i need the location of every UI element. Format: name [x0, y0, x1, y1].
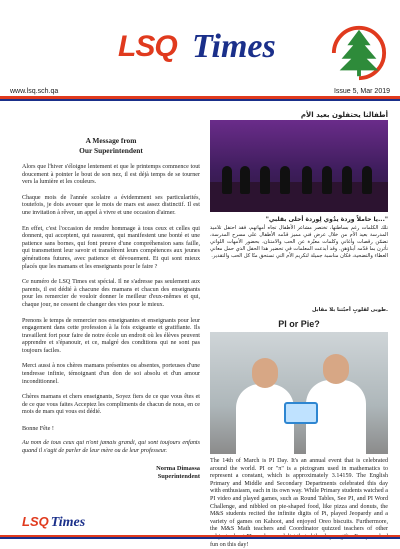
performer-figure	[302, 166, 312, 194]
logo-lsq-text: LSQ	[118, 30, 177, 63]
pi-article-title: PI or Pie?	[278, 319, 320, 329]
bonne-fete-text: Bonne Fête !	[22, 425, 54, 433]
signature	[22, 465, 200, 481]
footer-logo-times: Times	[50, 515, 86, 530]
message-title-line2: Our Superintendent	[79, 146, 143, 155]
message-paragraph: Ce numéro de LSQ Times est spécial. Il ne s'adresse pas seulement aux parents, il est dédié à chacune des mamans et chacun des enseignants pour les remercier de vouloir donner le meilleur d'eux-mêmes et qui, chaque jour, ne cessent de changer des vies pour le mieux.	[22, 279, 200, 308]
message-paragraph: Chères mamans et chers enseignants, Soyez fiers de ce que vous êtes et de ce que vous faites Acceptez les compliments de chacun de nous, en ce mois de mars qui vous est dédié.	[22, 394, 201, 416]
performer-figure	[260, 166, 270, 194]
message-paragraph: Merci aussi à nos chères mamans présentes ou absentes, porteuses d'une tendresse infinie, témoignant d'un don de soi absolu et d'un amour inconditionnel.	[22, 363, 200, 385]
performer-figure	[280, 166, 290, 194]
performer-figure	[322, 166, 332, 194]
articles-column	[210, 108, 388, 548]
pi-plate	[284, 402, 318, 424]
performer-figure	[240, 166, 250, 194]
message-paragraph: Chaque mois de l'année scolaire a évidemment ses particularités, toutefois, je dois avouer que le mois de mars est assez distinctif. Il est une invitation à rêver, un appel à vivre et une occasion d'aimer.	[22, 194, 200, 216]
message-paragraph: Alors que l'hiver s'éloigne lentement et que le printemps commence tout doucement à pointer le bout de son nez, il est déjà temps de se tourner vers la lumière et les couleurs.	[22, 164, 200, 186]
masthead-logo	[118, 28, 318, 78]
masthead-rule-navy	[0, 99, 400, 101]
arabic-article-closing: طوبى لقلوبٍ أحبّتنا بلا مقابل.	[312, 307, 388, 313]
pi-article-body: The 14th of March is PI Day. It's an annual event that is celebrated around the world. PI or "π" is a pictogram used in mathematics to represent a constant, which is approximately 3.14159. The English Primary and Middle and Secondary Departments celebrated this day with enthusiasm, each in its own way. While Primary students watched a PI video and played games, such as Round Tables, See PI, and PI Word Challenge, and nibbled on pie-shaped food, like pizza and donuts, the M&S students recited the infinite digits of Pi, played Jeopardy and a variety of games on Kahoot, and enjoyed Oreo biscuits. Furthermore, the M&S Math teachers and Coordinator quizzed teachers of other fun on this day!	[210, 458, 388, 548]
issue-label: Issue 5, Mar 2019	[333, 88, 390, 95]
performer-figure	[342, 166, 352, 194]
message-paragraph: Prenons le temps de remercier nos enseignantes et enseignants pour leur engagement dans cette profession à la fois exigeante et gratifiante. Ils travaillent fort pour faire de notre école un endroit où les élèves peuvent apprendre et s'épanouir, et ce, malgré des conditions qui ne sont pas toujours faciles.	[22, 317, 200, 354]
arabic-article-subtitle: "يا حاملاً وردة يدُوي لِوردة أحلى بقلبي..."	[265, 216, 388, 223]
signature-name: Norma Dimassa	[156, 465, 200, 473]
arabic-article-title: أطفالنا يحتفلون بعيد الأم	[300, 111, 388, 119]
footer	[0, 505, 400, 545]
pi-day-students-photo	[210, 332, 388, 454]
mothers-day-performance-photo	[210, 120, 388, 212]
footer-rule-navy	[0, 537, 400, 539]
signature-title: Superintendent	[157, 473, 200, 481]
logo-times-text: Times	[192, 28, 276, 65]
footer-logo-lsq: LSQ	[22, 514, 49, 529]
message-title-line1: A Message from	[85, 136, 137, 145]
performer-figure	[222, 166, 232, 194]
performer-figure	[362, 166, 372, 194]
message-title	[22, 136, 200, 156]
arabic-article-body: تلك الكلمات رغم بساطتها، تختصر مشاعر الأطفال تجاه أمهاتهم، فقد احتفل تلاميذ المدرسة بعيد الأم من خلال عرض فني مميز قدّمه الأطفال على مسرح المدرسة، تضمّن رقصات وأغاني وكلمات معبّرة عن الحب والامتنان، بحضور الأمهات اللواتي تأثرن بما قدّمه أبناؤهن. وقد أبدعت المعلمات في تحضير هذا الحفل الذي حمل معاني العطاء والتضحية، فكان مناسبة جميلة لتكريم الأم التي تستحق منّا كل الحب والتقدير.	[210, 225, 388, 259]
closing-italic-text: Au nom de tous ceux qui n'ont jamais grandi, qui sont toujours enfants quand il s'agit de parler de leur mère ou de leur professeur.	[22, 440, 200, 454]
message-paragraph: En effet, c'est l'occasion de rendre hommage à tous ceux et celles qui donnent, qui acceptent, qui rassurent, qui manifestent une bonté et une patience sans bornes, qui font preuve d'une compréhension sans faille, qui transmettent leur savoir et transfèrent leurs compétences aux jeunes générations futures, avec patience et dévouement. Et qui sont mieux placés que les mamans et les enseignants pour le faire ?	[22, 225, 200, 270]
masthead	[0, 0, 400, 100]
cedar-icon	[330, 24, 388, 82]
website-url: www.lsq.sch.qa	[10, 88, 59, 95]
superintendent-message-column	[22, 108, 200, 500]
footer-logo	[22, 513, 85, 531]
